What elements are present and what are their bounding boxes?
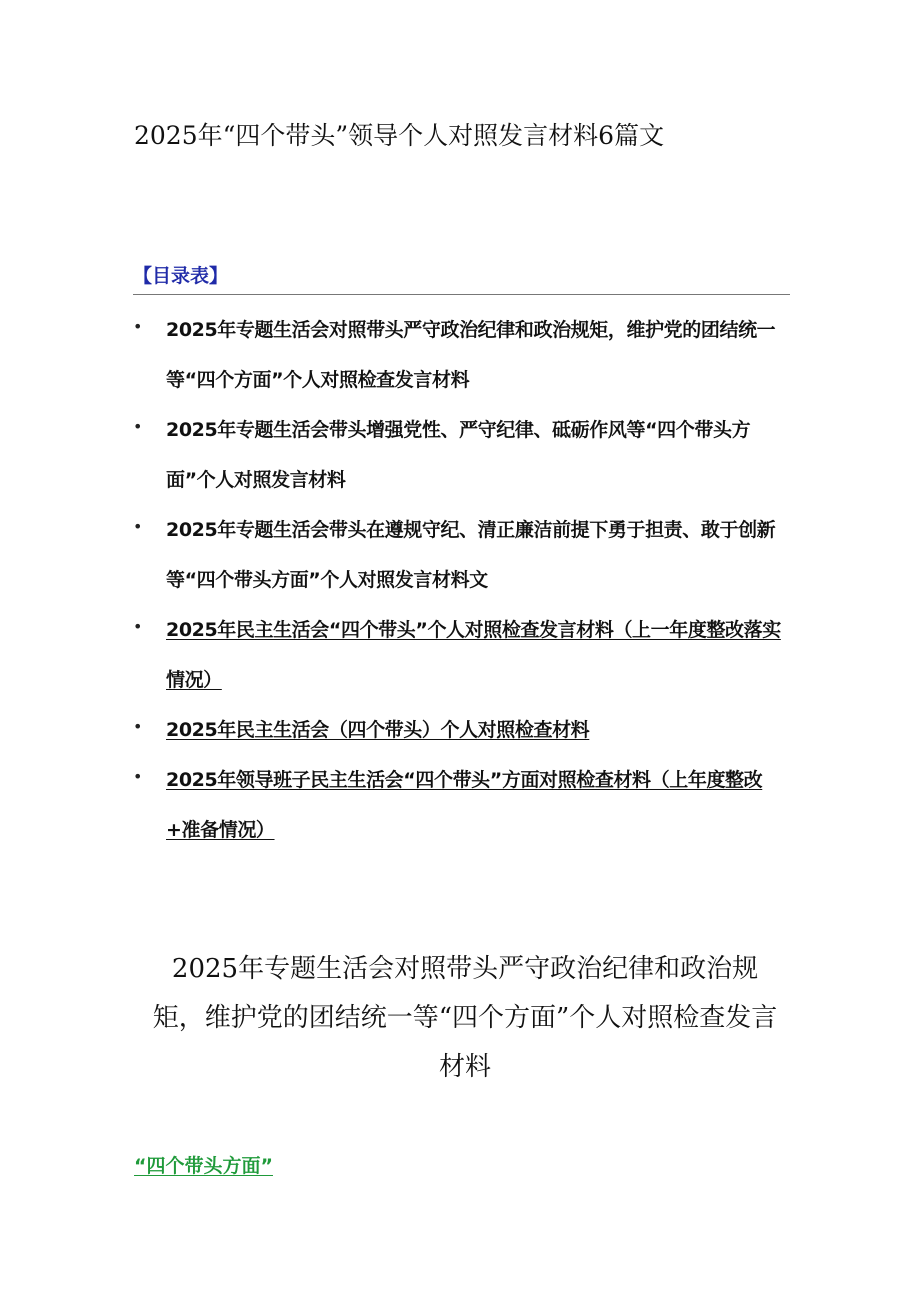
- toc-divider: [133, 294, 790, 295]
- toc-item: [133, 505, 793, 605]
- toc-item: [133, 705, 793, 755]
- document-title: 2025年“四个带头”领导个人对照发言材料6篇文: [134, 121, 665, 150]
- toc-item: [133, 605, 793, 705]
- toc-item-link[interactable]: 2025年领导班子民主生活会“四个带头”方面对照检查材料（上年度整改+准备情况）: [166, 769, 763, 841]
- subsection-link[interactable]: “四个带头方面”: [134, 1155, 273, 1177]
- bullet-icon: •: [133, 317, 143, 336]
- toc-item-link[interactable]: 2025年专题生活会对照带头严守政治纪律和政治规矩，维护党的团结统一等“四个方面”个人对照检查发言材料: [166, 319, 776, 391]
- toc-item: [133, 305, 793, 405]
- toc-item-link[interactable]: 2025年专题生活会带头增强党性、严守纪律、砥砺作风等“四个带头方面”个人对照发言材料: [166, 419, 751, 491]
- toc-item-link[interactable]: 2025年专题生活会带头在遵规守纪、清正廉洁前提下勇于担责、敢于创新等“四个带头方面”个人对照发言材料文: [166, 519, 776, 591]
- toc-item-link[interactable]: 2025年民主生活会（四个带头）个人对照检查材料: [166, 719, 590, 741]
- bullet-icon: •: [133, 417, 143, 436]
- bullet-icon: •: [133, 767, 143, 786]
- bullet-icon: •: [133, 717, 143, 736]
- toc-heading: 【目录表】: [133, 265, 229, 287]
- toc-item-link[interactable]: 2025年民主生活会“四个带头”个人对照检查发言材料（上一年度整改落实情况）: [166, 619, 781, 691]
- toc-item: [133, 755, 793, 855]
- toc-list: [133, 305, 793, 855]
- bullet-icon: •: [133, 617, 143, 636]
- bullet-icon: •: [133, 517, 143, 536]
- section-title: 2025年专题生活会对照带头严守政治纪律和政治规矩，维护党的团结统一等“四个方面”个人对照检查发言材料: [152, 954, 778, 1082]
- toc-item: [133, 405, 793, 505]
